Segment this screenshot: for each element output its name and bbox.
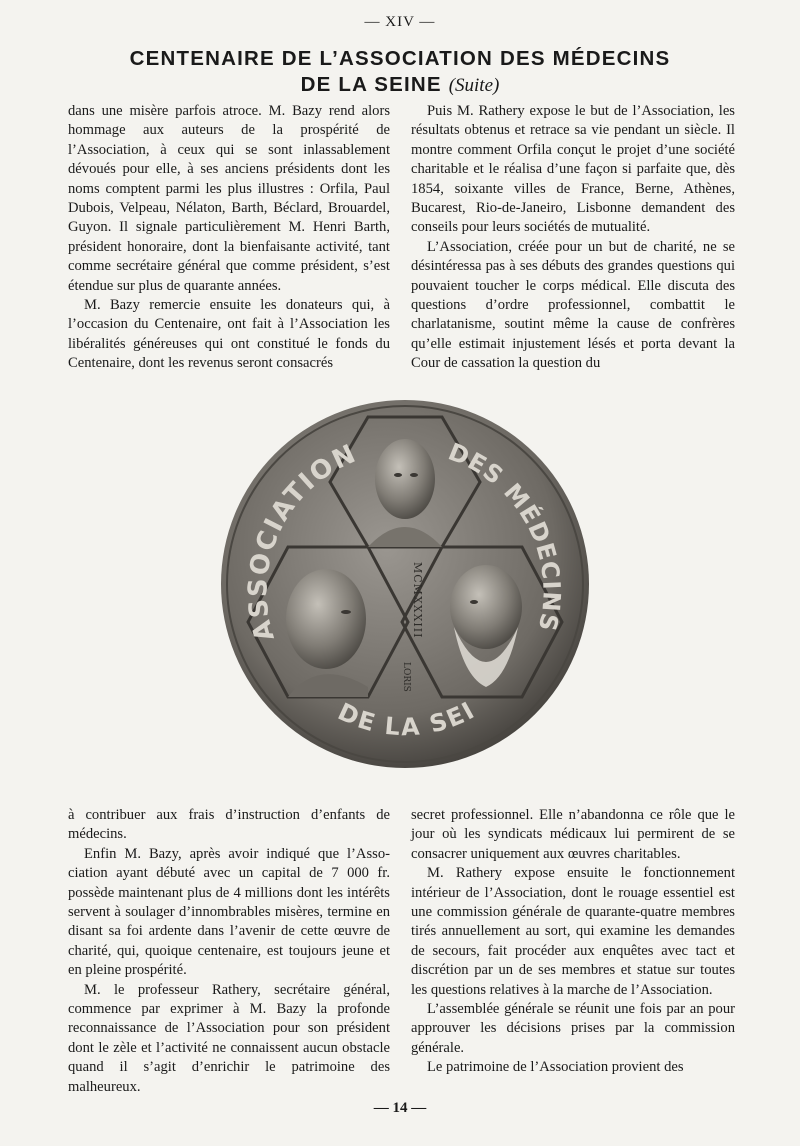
medal-inscription-bottom: DE LA SEI: [333, 695, 481, 742]
column-top-left: [68, 102, 390, 374]
column-top-right: [411, 102, 735, 374]
paragraph: Enfin M. Bazy, après avoir indiqué que l’Association ayant débuté avec un capital de 7 000 fr. possède maintenant plus de 4 millions dont les intérêts servent à soulager d’innombrables misères, termine en disant sa foi ardente dans l’avenir de cette œuvre de charité, qui, quoique centenaire, est toujours jeune et en pleine prospérité.: [68, 845, 390, 979]
title-suite: (Suite): [448, 75, 500, 96]
medal-date: MCMXXXIII: [411, 562, 424, 639]
column-bottom-right: [411, 806, 735, 1078]
paragraph: M. Rathery expose ensuite le fonctionnement intérieur de l’Association, dont le rouage essentiel est une commission générale de quarante-quatre membres tirés annuellement au sort, qui examine les demandes de secours, fait procéder aux enquêtes avec tact et discrétion par un de ses membres et statue sur toutes les questions relatives à la marche de l’Association.: [411, 865, 735, 998]
article-title: [40, 46, 760, 99]
paragraph: à contribuer aux frais d’instruction d’enfants de médecins.: [68, 807, 390, 843]
commemorative-medal-image: [218, 397, 592, 771]
title-line-1: CENTENAIRE DE L’ASSOCIATION DES MÉDECINS: [129, 47, 671, 70]
medal-signature: LORIS: [401, 662, 411, 692]
paragraph: Puis M. Rathery expose le but de l’Association, les résultats obtenus et retrace sa vie pendant un siècle. Il montre comment Orfila conçut le projet d’une société charitable et le réalisa d’une façon si parfaite que, dès 1854, soixante villes de France, Berne, Athènes, Bucarest, Rio-de-Janeiro, Lisbonne demandent des conseils pour leurs sociétés de mutualité.: [411, 103, 735, 236]
paragraph: dans une misère parfois atroce. M. Bazy rend alors hommage aux auteurs de la prospérité de l’Association, à ceux qui se sont inlassablement dévoués pour elle, à ses anciens présidents dont les noms comptent parmi les plus illustres : Orfila, Paul Dubois, Velpeau, Nélaton, Barth, Béclard, Brouardel, Guyon. Il signale particulièrement M. Henri Barth, président honoraire, dont la bienfaisante activité, tant comme secrétaire général que comme président, s’est étendue sur plus de quarante années.: [68, 103, 390, 294]
title-line-2: [40, 72, 760, 99]
page-roman-numeral: — XIV —: [364, 14, 436, 30]
medal-svg: [218, 397, 592, 771]
title-line-2-text: DE LA SEINE: [300, 73, 442, 96]
page-number: — 14 —: [373, 1100, 427, 1116]
paragraph: Le patrimoine de l’Association provient des: [427, 1059, 684, 1076]
paragraph: secret professionnel. Elle n’abandonna ce rôle que le jour où les syndicats médicaux lui permirent de se consacrer uniquement aux œuvres charitables.: [411, 807, 735, 862]
paragraph: L’Association, créée pour un but de charité, ne se désintéressa pas à ses débuts des grandes questions qui pouvaient toucher le corps médical. Elle discuta des questions d’ordre professionnel, combattit le charlatanisme, soutint même la cause de confrères qu’elle estimait injustement lésés et porta devant la Cour de cassation la question du: [411, 238, 735, 372]
paragraph: M. Bazy remercie ensuite les donateurs qui, à l’occasion du Centenaire, ont fait à l’Association les libéralités généreuses qui ont constitué le fonds du Centenaire, dont les revenus seront consacrés: [68, 297, 390, 372]
column-bottom-left: [68, 806, 390, 1097]
paragraph: M. le professeur Rathery, secrétaire général, commence par exprimer à M. Bazy la profonde reconnaissance de l’Association pour son président dont le zèle et l’activité ne connaissent aucun obstacle quand il s’agit d’enrichir le patrimoine des malheureux.: [68, 981, 390, 1095]
medal-inscription-left: ASSOCIATION: [243, 438, 362, 645]
medal-inscription-right: DES MÉDECINS: [444, 437, 566, 635]
paragraph: L’assemblée générale se réunit une fois par an pour approuver les décisions prises par la commission générale.: [411, 1001, 735, 1056]
